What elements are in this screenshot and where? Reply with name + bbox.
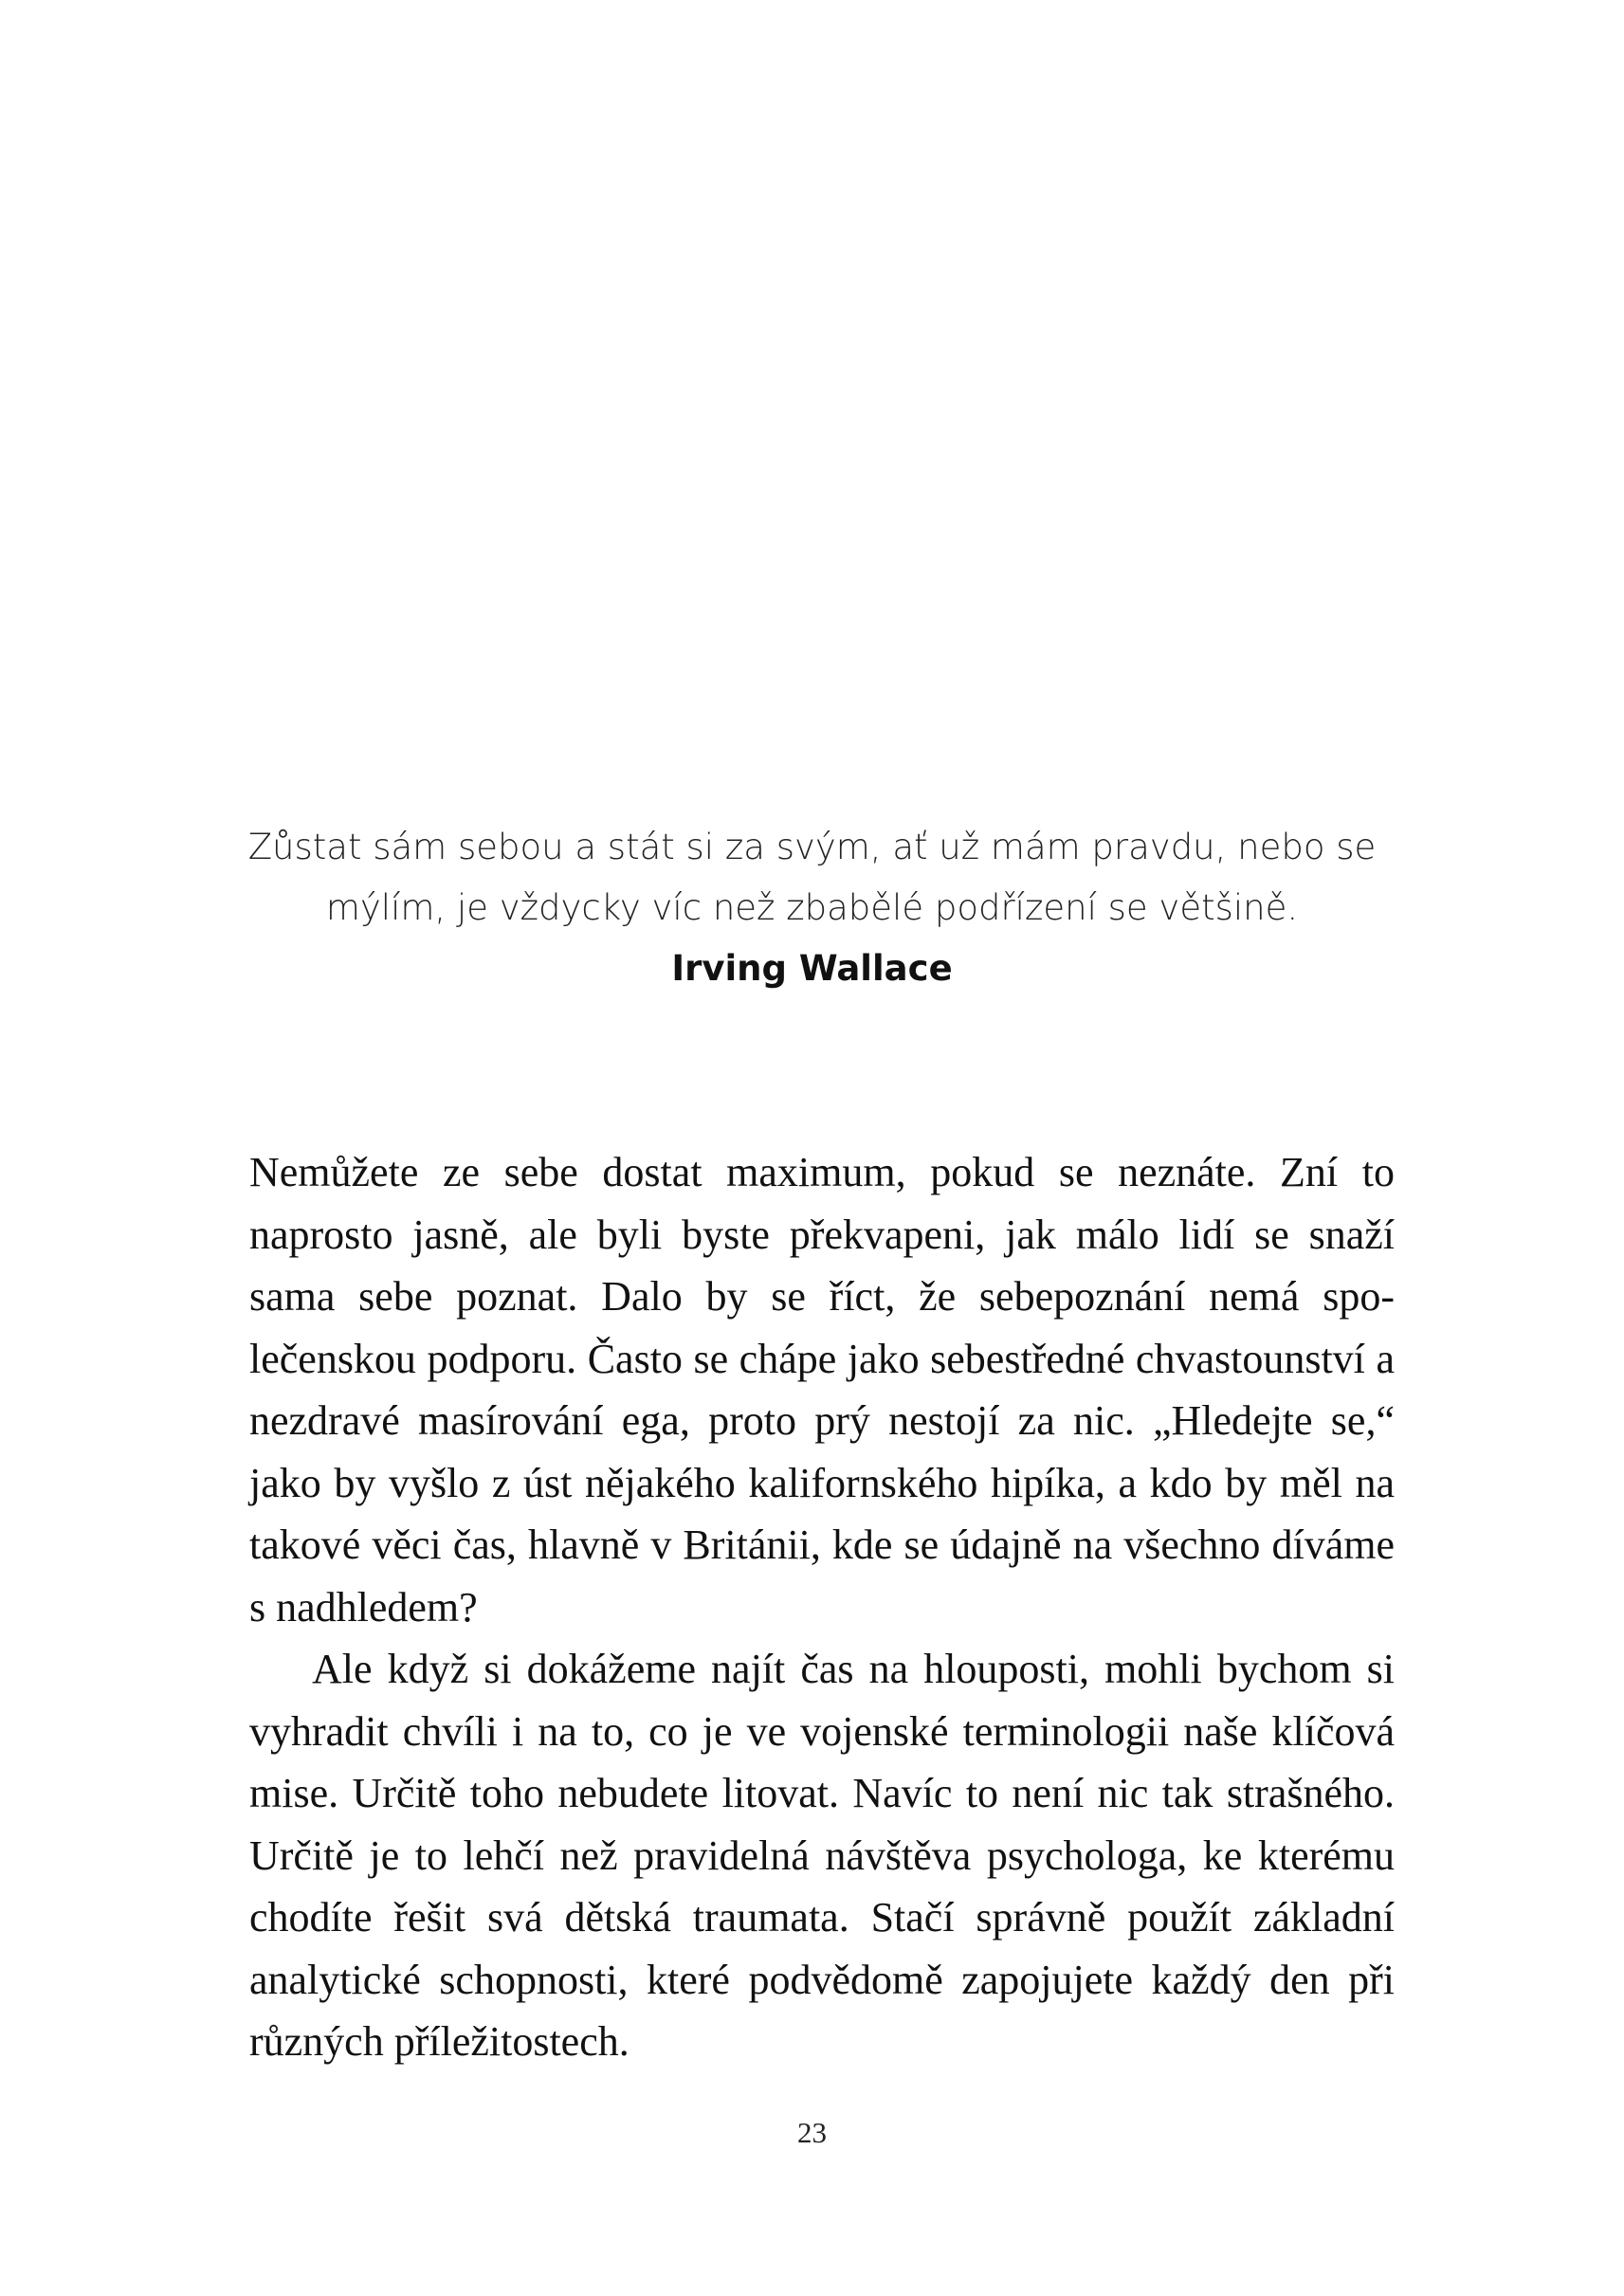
paragraph-2: Ale když si dokážeme najít čas na hlouposti, mohli bychom si vyhradit chvíli i na to, co je ve vojenské terminologii naše klíčová mise. Určitě toho nebudete litovat. Navíc to není nic tak strašného. Určitě je to lehčí než pravidelná návštěva psychologa, ke kterému chodíte řešit svá dětská traumata. Stačí správně použít základní analytické schopnosti, které podvědomě zapojujete každý den při různých příležitostech. xyxy=(249,1646,1395,2065)
epigraph-quote-line-2: mýlím, je vždycky víc než zbabělé podřízení se většině. xyxy=(325,887,1299,928)
epigraph xyxy=(218,817,1406,997)
body-text xyxy=(249,1141,1395,2073)
epigraph-author: Irving Wallace xyxy=(671,948,953,989)
paragraph-1: Nemůžete ze sebe dostat maximum, pokud se neznáte. Zní to naprosto jasně, ale byli byste překvapeni, jak málo lidí se snaží sama sebe poznat. Dalo by se říct, že sebepoznání nemá společenskou podporu. Často se chápe jako sebestředné chvastounství a nezdravé masírování ega, proto prý nestojí za nic. „Hledejte se,“ jako by vyšlo z úst nějakého kalifornského hipíka, a kdo by měl na takové věci čas, hlavně v Británii, kde se údajně na všechno díváme s nadhledem? xyxy=(249,1149,1395,1631)
page-number: 23 xyxy=(797,2116,827,2149)
epigraph-quote-line-1: Zůstat sám sebou a stát si za svým, ať už mám pravdu, nebo se xyxy=(247,827,1377,867)
epigraph-quote xyxy=(218,817,1406,938)
